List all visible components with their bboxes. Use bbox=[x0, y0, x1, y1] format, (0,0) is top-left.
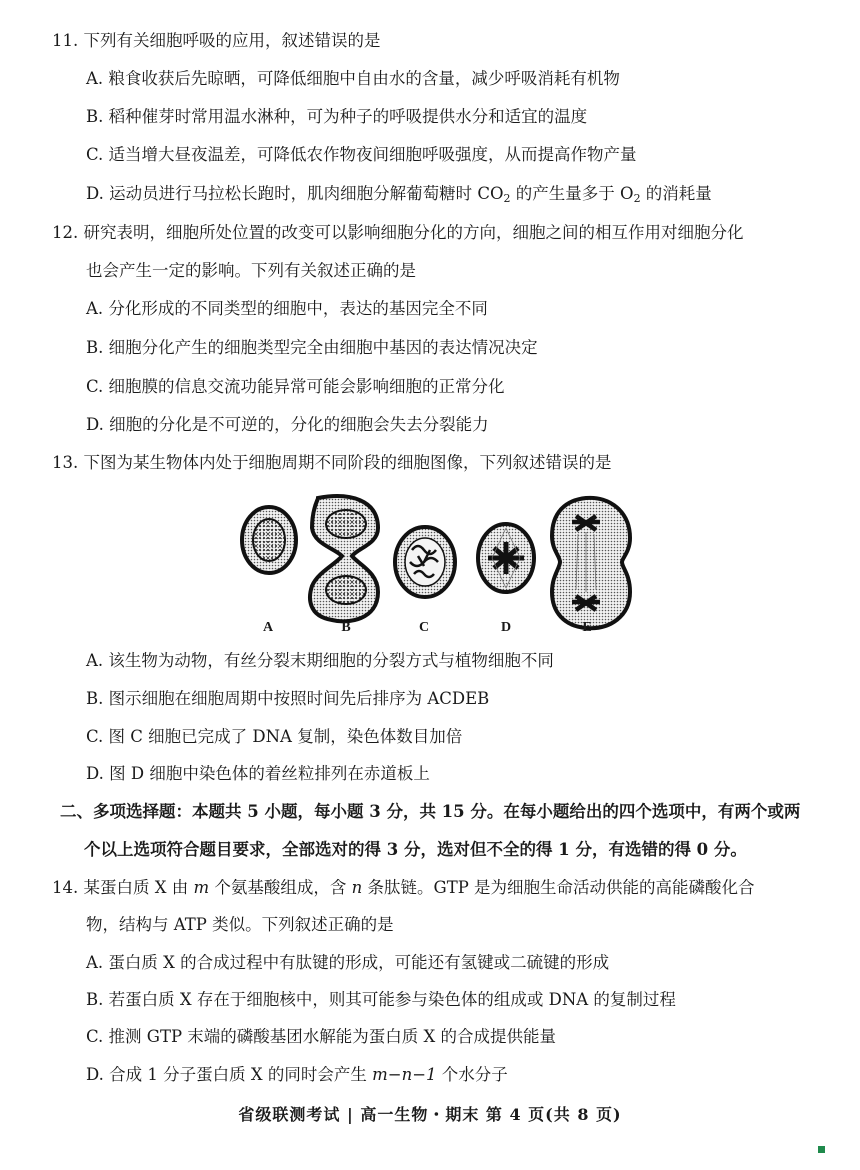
q14-option-b: B. 若蛋白质 X 存在于细胞核中，则其可能参与染色体的组成或 DNA 的复制过程 bbox=[86, 990, 676, 1009]
q14-stem-2: 物，结构与 ATP 类似。下列叙述正确的是 bbox=[86, 915, 394, 934]
q11-d-text2: 的产生量多于 O bbox=[510, 184, 634, 203]
cell-label-a: A bbox=[262, 620, 274, 635]
q11-d-sub2: 2 bbox=[633, 192, 641, 205]
q11-stem: 11. 下列有关细胞呼吸的应用，叙述错误的是 bbox=[52, 31, 381, 50]
cell-b-image bbox=[310, 496, 378, 621]
q11-option-a: A. 粮食收获后先晾晒，可降低细胞中自由水的含量，减少呼吸消耗有机物 bbox=[86, 69, 620, 88]
q11-d-text1: D. 运动员进行马拉松长跑时，肌肉细胞分解葡萄糖时 CO bbox=[86, 184, 504, 203]
q12-option-c: C. 细胞膜的信息交流功能异常可能会影响细胞的正常分化 bbox=[86, 377, 505, 396]
q14-option-c: C. 推测 GTP 末端的磷酸基团水解能为蛋白质 X 的合成提供能量 bbox=[86, 1027, 557, 1046]
q14-stem-text3: 条肽链。GTP 是为细胞生命活动供能的高能磷酸化合 bbox=[362, 878, 755, 897]
q13-option-a: A. 该生物为动物，有丝分裂末期细胞的分裂方式与植物细胞不同 bbox=[86, 651, 554, 670]
q11-option-c: C. 适当增大昼夜温差，可降低农作物夜间细胞呼吸强度，从而提高作物产量 bbox=[86, 145, 637, 164]
q14-stem-1 bbox=[52, 877, 860, 899]
cell-label-c: C bbox=[418, 620, 430, 635]
cell-c-image bbox=[395, 527, 455, 597]
cell-label-d: D bbox=[500, 620, 512, 635]
scanner-watermark-icon bbox=[818, 1146, 854, 1162]
q12-stem-1: 12. 研究表明，细胞所处位置的改变可以影响细胞分化的方向，细胞之间的相互作用对细胞分化 bbox=[52, 223, 744, 242]
q11-option-b: B. 稻种催芽时常用温水淋种，可为种子的呼吸提供水分和适宜的温度 bbox=[86, 107, 588, 126]
q12-option-a: A. 分化形成的不同类型的细胞中，表达的基因完全不同 bbox=[86, 299, 488, 318]
q14-d-text1: D. 合成 1 分子蛋白质 X 的同时会产生 bbox=[86, 1065, 373, 1084]
q12-stem-2: 也会产生一定的影响。下列有关叙述正确的是 bbox=[86, 261, 416, 280]
cell-label-b: B bbox=[341, 620, 351, 635]
q13-option-b: B. 图示细胞在细胞周期中按照时间先后排序为 ACDEB bbox=[86, 689, 490, 708]
q13-option-d: D. 图 D 细胞中染色体的着丝粒排列在赤道板上 bbox=[86, 764, 430, 783]
q11-option-d bbox=[86, 183, 860, 205]
section2-instructions-1: 二、多项选择题：本题共 5 小题，每小题 3 分，共 15 分。在每小题给出的四个选项中，有两个或两 bbox=[60, 802, 801, 821]
q14-d-text2: 个水分子 bbox=[436, 1065, 508, 1084]
q14-stem-text1: 14. 某蛋白质 X 由 bbox=[52, 878, 194, 897]
cell-cycle-figure bbox=[238, 492, 638, 638]
q11-d-sub1: 2 bbox=[503, 192, 511, 205]
page-footer: 省级联测考试 | 高一生物・期末 第 4 页(共 8 页) bbox=[238, 1105, 622, 1124]
cell-a-image bbox=[242, 507, 296, 573]
cell-d-image bbox=[478, 524, 534, 592]
q11-d-text3: 的消耗量 bbox=[640, 184, 712, 203]
q14-var-n: n bbox=[351, 878, 363, 897]
cell-e-image bbox=[552, 498, 630, 628]
q13-stem: 13. 下图为某生物体内处于细胞周期不同阶段的细胞图像，下列叙述错误的是 bbox=[52, 453, 612, 472]
q14-option-a: A. 蛋白质 X 的合成过程中有肽键的形成，可能还有氢键或二硫键的形成 bbox=[86, 953, 610, 972]
q14-option-d bbox=[86, 1064, 860, 1086]
q12-option-b: B. 细胞分化产生的细胞类型完全由细胞中基因的表达情况决定 bbox=[86, 338, 538, 357]
q14-var-m: m bbox=[193, 878, 210, 897]
q13-option-c: C. 图 C 细胞已完成了 DNA 复制，染色体数目加倍 bbox=[86, 727, 463, 746]
q12-option-d: D. 细胞的分化是不可逆的，分化的细胞会失去分裂能力 bbox=[86, 415, 489, 434]
cell-label-e: E bbox=[582, 620, 592, 635]
q14-stem-text2: 个氨基酸组成，含 bbox=[209, 878, 352, 897]
section2-instructions-2: 个以上选项符合题目要求，全部选对的得 3 分，选对但不全的得 1 分，有选错的得 0 分。 bbox=[84, 840, 747, 859]
q14-d-expression: m−n−1 bbox=[372, 1065, 437, 1084]
